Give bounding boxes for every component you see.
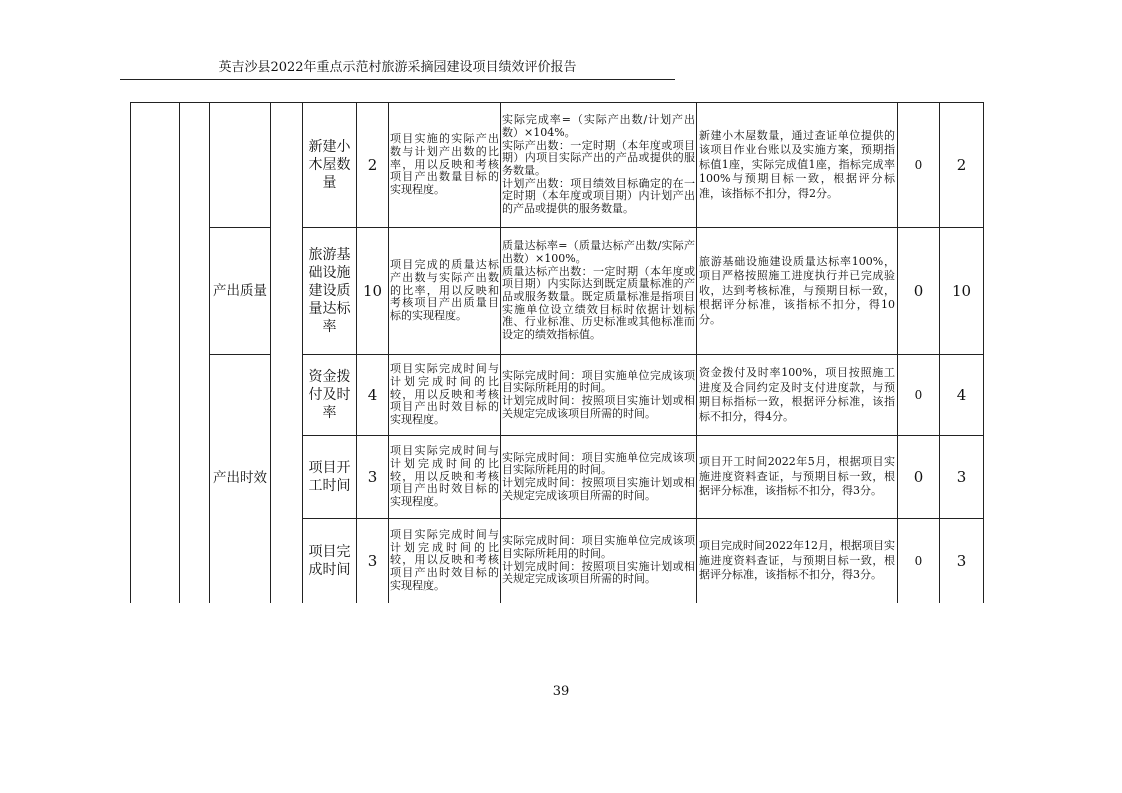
score-cell: 10 bbox=[940, 228, 984, 355]
weight-cell: 10 bbox=[357, 228, 389, 355]
remark-cell: 旅游基础设施建设质量达标率100%，项目严格按照施工进度执行并已完成验收，达到考核标准，与预期目标一致，根据评分标准，该指标不扣分，得10分。 bbox=[697, 228, 898, 355]
formula-cell: 实际完成时间：项目实施单位完成该项目实际所耗用的时间。 计划完成时间：按照项目实施计划或相关规定完成该项目所需的时间。 bbox=[501, 436, 697, 519]
explanation-cell: 项目完成的质量达标产出数与实际产出数的比率，用以反映和考核项目产出质量目标的实现程度。 bbox=[389, 228, 501, 355]
score-cell: 3 bbox=[940, 436, 984, 519]
explanation-cell: 项目实施的实际产出数与计划产出数的比率，用以反映和考核项目产出数量目标的实现程度。 bbox=[389, 103, 501, 228]
deduction-cell: 0 bbox=[898, 436, 940, 519]
explanation-cell: 项目实际完成时间与计划完成时间的比较，用以反映和考核项目产出时效目标的实现程度。 bbox=[389, 519, 501, 603]
weight-cell: 4 bbox=[357, 355, 389, 436]
table-row bbox=[131, 228, 984, 355]
sub-category-cell bbox=[210, 103, 271, 228]
table-row bbox=[131, 355, 984, 436]
evaluation-table bbox=[130, 102, 984, 603]
weight-cell: 2 bbox=[357, 103, 389, 228]
indicator-cell: 旅游基础设施建设质量达标率 bbox=[303, 228, 357, 355]
page-number: 39 bbox=[552, 684, 570, 699]
deduction-cell: 0 bbox=[898, 103, 940, 228]
deduction-cell: 0 bbox=[898, 355, 940, 436]
header-rule bbox=[120, 79, 675, 80]
score-cell: 3 bbox=[940, 519, 984, 603]
formula-cell: 质量达标率=（质量达标产出数/实际产出数）×100%。 质量达标产出数：一定时期（本年度或项目期）内实际达到既定质量标准的产品或服务数量。既定质量标准是指项目实施单位设立绩效目标时依据计划标准、行业标准、历史标准或其他标准而设定的绩效指标值。 bbox=[501, 228, 697, 355]
level3-cell bbox=[271, 103, 303, 603]
remark-cell: 项目完成时间2022年12月，根据项目实施进度资料查证，与预期目标一致，根据评分标准，该指标不扣分，得3分。 bbox=[697, 519, 898, 603]
sub-category-quality: 产出质量 bbox=[210, 228, 271, 355]
level1-cell bbox=[131, 103, 180, 603]
formula-cell: 实际完成率=（实际产出数/计划产出数）×104%。 实际产出数：一定时期（本年度或项目期）内项目实际产出的产品或提供的服务数量。 计划产出数：项目绩效目标确定的在一定时期（本年度或项目期）内计划产出的产品或提供的服务数量。 bbox=[501, 103, 697, 228]
weight-cell: 3 bbox=[357, 519, 389, 603]
remark-cell: 资金拨付及时率100%，项目按照施工进度及合同约定及时支付进度款，与预期目标指标一致，根据评分标准，该指标不扣分，得4分。 bbox=[697, 355, 898, 436]
sub-category-timeliness: 产出时效 bbox=[210, 355, 271, 603]
deduction-cell: 0 bbox=[898, 519, 940, 603]
indicator-cell: 项目完成时间 bbox=[303, 519, 357, 603]
explanation-cell: 项目实际完成时间与计划完成时间的比较，用以反映和考核项目产出时效目标的实现程度。 bbox=[389, 355, 501, 436]
indicator-cell: 资金拨付及时率 bbox=[303, 355, 357, 436]
indicator-cell: 新建小木屋数量 bbox=[303, 103, 357, 228]
report-title: 英吉沙县2022年重点示范村旅游采摘园建设项目绩效评价报告 bbox=[218, 60, 577, 75]
deduction-cell: 0 bbox=[898, 228, 940, 355]
formula-cell: 实际完成时间：项目实施单位完成该项目实际所耗用的时间。 计划完成时间：按照项目实施计划或相关规定完成该项目所需的时间。 bbox=[501, 519, 697, 603]
table-row bbox=[131, 103, 984, 228]
weight-cell: 3 bbox=[357, 436, 389, 519]
formula-cell: 实际完成时间：项目实施单位完成该项目实际所耗用的时间。 计划完成时间：按照项目实施计划或相关规定完成该项目所需的时间。 bbox=[501, 355, 697, 436]
level2-cell bbox=[180, 103, 210, 603]
score-cell: 2 bbox=[940, 103, 984, 228]
score-cell: 4 bbox=[940, 355, 984, 436]
remark-cell: 新建小木屋数量，通过查证单位提供的该项目作业台账以及实施方案，预期指标值1座，实际完成值1座，指标完成率100%与预期目标一致，根据评分标准，该指标不扣分，得2分。 bbox=[697, 103, 898, 228]
indicator-cell: 项目开工时间 bbox=[303, 436, 357, 519]
explanation-cell: 项目实际完成时间与计划完成时间的比较，用以反映和考核项目产出时效目标的实现程度。 bbox=[389, 436, 501, 519]
remark-cell: 项目开工时间2022年5月，根据项目实施进度资料查证，与预期目标一致，根据评分标准，该指标不扣分，得3分。 bbox=[697, 436, 898, 519]
